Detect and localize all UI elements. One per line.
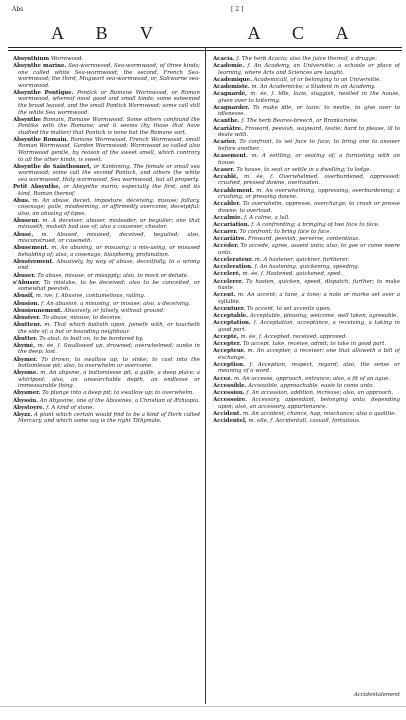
entry-definition: f. The herb Acacia; also the juice thereof, a drugge. <box>236 56 377 62</box>
entry-definition: m. An abusing, or misusing; a mis-using, or misused beholding of; also, a cosenage, blasphemy, profanation. <box>18 245 200 258</box>
dictionary-entry <box>213 215 400 222</box>
entry-headword: Accéder. <box>213 243 239 250</box>
entry-headword: Acasement. <box>213 153 248 159</box>
dictionary-entry <box>213 376 400 383</box>
catchword: Accidentalement <box>353 692 400 698</box>
dictionary-entry <box>213 271 400 278</box>
entry-definition: m. Abused, misused, deceived, beguiled; also, misconstrued, or coseneth. <box>18 231 200 245</box>
dictionary-entry <box>13 164 200 184</box>
entry-definition: To confront; to bring face to face. <box>239 229 332 236</box>
entry-headword: Abystoyre. <box>13 404 45 411</box>
entry-headword: Abusion. <box>13 300 40 307</box>
entry-headword: Accarer. <box>213 229 238 236</box>
entry-definition: f. Acception, respect, regard; also, the sense or meaning of a word. <box>218 361 400 375</box>
entry-definition: m. ée, f. Overwhelmed, overburdened, oppressed; crushed, pressed downe, overloaden. <box>218 173 400 187</box>
entry-headword: Acceleration. <box>213 264 253 271</box>
entry-definition: m. An Academicke; a Student in an Academy. <box>251 83 376 90</box>
entry-definition: Froward, peevish, perverse, contentious. <box>247 236 361 243</box>
entry-headword: Absynthe Pontique. <box>13 89 74 96</box>
entry-definition: An Abyssine, one of the Abissines, a Christian of Æthiopia. <box>39 397 200 404</box>
entry-headword: Accident. <box>213 410 242 417</box>
entry-headword: Abusionnement. <box>13 307 63 314</box>
entry-headword: Abymé, <box>13 342 36 349</box>
dictionary-entry <box>213 236 400 243</box>
dictionary-entry <box>213 397 400 410</box>
entry-definition: f. An Academy, an Universitie; a schoole or place of learning, where Arts and Sciences are taught. <box>218 63 400 76</box>
left-page-note: Abs <box>12 6 24 13</box>
entry-definition: Accessory, appendant, belonging unto, depending upon; also, an accessory, appurtenance. <box>218 396 400 410</box>
dictionary-entry <box>13 245 200 258</box>
entry-headword: Accabler. <box>213 201 241 208</box>
dictionary-entry <box>13 293 200 300</box>
entry-definition: Accessible, approachable, easie to come unto. <box>248 382 375 389</box>
entry-definition: A plant which certain would find to be a kind of Herb called Mercury, and which some say is the right Tithymale. <box>18 411 200 425</box>
entry-headword: Accepter. <box>213 341 242 348</box>
entry-definition: To hasten, quicken, speed, dispatch, further; to make haste. <box>218 278 400 292</box>
entry-headword: Accelerateur. <box>213 257 254 264</box>
entry-headword: Abyssin. <box>13 397 38 404</box>
entry-headword: Abysme. <box>13 370 39 377</box>
dictionary-entry <box>213 362 400 375</box>
entry-headword: Acaser. <box>213 166 235 173</box>
entry-definition: Abusively, by way of abuse, deceitfully, to a wrong end. <box>18 258 200 272</box>
entry-definition: m. An abysme, a bottomlesse pit, a gulfe, a deep place; a whirlpool; also, an unsearchable depth, an endlesse or immeasurable thing. <box>18 370 200 390</box>
entry-headword: Accez. <box>213 375 233 382</box>
dictionary-entry <box>13 322 200 335</box>
dictionary-entry <box>13 198 200 218</box>
entry-definition: or Absynthe marin; especially the first, and its kind, Roman thereof. <box>18 183 200 197</box>
dictionary-entry <box>213 348 400 361</box>
dictionary-entry <box>213 63 400 76</box>
entry-definition: f. The herb Beares-breech, or Brankursine. <box>241 118 359 125</box>
entry-headword: Accariâtre. <box>213 236 247 243</box>
dictionary-entry <box>13 301 200 308</box>
entry-definition: m. ée, f. Hastened, quickened, sped. <box>242 271 342 278</box>
entry-definition: To accent, to set accents upon. <box>246 305 332 312</box>
entry-headword: s'Abuser. <box>13 279 41 286</box>
entry-definition: f. An accession, addition, increase; also, an approach. <box>246 389 394 396</box>
entry-headword: Acanthe. <box>213 118 240 125</box>
entry-headword: Abysmer. <box>13 390 41 397</box>
entry-definition: m. A deceiver, abuser, misleader, or beguiler; one that misuseth, maketh bad use of; also a cousener, cheater. <box>18 217 200 231</box>
entry-definition: Froward, peevish, wayward, testie; hard to please, ill to deale with. <box>218 125 400 139</box>
entry-definition: m. That which butteth upon, joineth with, or toucheth the side of; a but or bounding neighbour. <box>18 322 200 335</box>
entry-headword: Abyzz. <box>13 411 33 418</box>
dictionary-entry <box>213 257 400 264</box>
entry-definition: or Xantoning. The female or small sea wormwood; some call the second Pontick, and others the white sea wormwood, Holy wormwood, Sea wormwood, but all properly. <box>18 163 200 183</box>
entry-definition: m. ive, f. Abusive, contumelious, railing. <box>35 293 146 300</box>
dictionary-entry <box>213 334 400 341</box>
dictionary-entry <box>13 315 200 322</box>
dictionary-entry <box>213 56 400 63</box>
entry-definition: f. A calme, a lull. <box>244 214 290 221</box>
entry-headword: Absynthe Romain. <box>13 136 69 143</box>
dictionary-entry <box>13 184 200 197</box>
dictionary-entry <box>13 412 200 425</box>
dictionary-entry <box>13 273 200 280</box>
entry-definition: m. A hastener, quickner, furtherer. <box>254 257 350 264</box>
dictionary-entry <box>13 280 200 293</box>
dictionary-entry <box>213 77 400 84</box>
dictionary-entry <box>213 279 400 292</box>
dictionary-entry <box>13 370 200 390</box>
entry-headword: Acception. <box>213 361 245 368</box>
running-head-right: A C A <box>247 22 363 43</box>
entry-headword: Abusement. <box>13 245 49 252</box>
entry-headword: Abutter. <box>13 335 38 342</box>
dictionary-entry <box>13 218 200 231</box>
left-column <box>13 56 200 696</box>
dictionary-entry <box>213 167 400 174</box>
entry-headword: Absynthium <box>13 56 50 62</box>
column-divider <box>205 48 206 704</box>
dictionary-entry <box>213 174 400 187</box>
entry-headword: Accentuer. <box>213 305 246 312</box>
dictionary-entry <box>13 405 200 412</box>
entry-headword: Accelerer. <box>213 278 244 285</box>
dictionary-entry <box>213 91 400 104</box>
entry-definition: m. A settling, or seating of; a furnishing with an house. <box>218 153 400 166</box>
dictionary-entry <box>213 390 400 397</box>
entry-definition: To abuse, misuse, or misapply; also, to mock or delude. <box>37 272 189 279</box>
right-page-note: [ 2 ] <box>231 6 244 13</box>
dictionary-entry <box>13 308 200 315</box>
entry-definition: Sea-wormwood, Sea-wormwood; of three kinds; one called white Sea-wormwood; the second, French Sea-wormwood; the third, Mugwort sea-wormwood, or, Saltworne sea-wormwood. <box>18 63 200 89</box>
entry-headword: Accessoire. <box>213 396 248 403</box>
entry-headword: Academique. <box>213 76 252 83</box>
dictionary-entry <box>213 243 400 256</box>
entry-definition: Academicall, of or belonging to an Universitie. <box>253 76 382 83</box>
dictionary-entry <box>13 63 200 89</box>
entry-headword: Abusivement. <box>13 258 54 265</box>
entry-headword: Petit Absynthe, <box>13 183 61 190</box>
entry-definition: To accept, take, receive, admit; to take in good part. <box>242 341 387 348</box>
entry-definition: Pontick or Romane Wormwood, or Roman wormwood, whereof most good and small kinds; some esteemed the broad leaved, and the small Pontick Wormwood; some call still the white Sea wormwood. <box>18 89 200 116</box>
dictionary-entry <box>13 343 200 356</box>
entry-definition: m. An overwhelming, oppressing, overburdening; a crushing, or pressing downe. <box>218 187 400 201</box>
entry-definition: To abut, to butt on, to be bordered by. <box>39 335 144 342</box>
dictionary-entry <box>213 418 400 425</box>
dictionary-entry <box>213 383 400 390</box>
dictionary-entry <box>13 398 200 405</box>
entry-definition: m. An accent; a tune, a tone; a note or marke set over a syllable. <box>218 292 400 305</box>
dictionary-entry <box>213 105 400 118</box>
entry-headword: Acagnardé, <box>213 91 248 98</box>
entry-headword: Abuseur. <box>13 217 40 224</box>
entry-headword: Academie. <box>213 63 245 70</box>
entry-headword: Accepteur. <box>213 348 246 355</box>
entry-definition: To mistake, to be deceived; also to be conceited, or somewhat peevish. <box>18 279 200 293</box>
entry-definition: m. ée, f. Swallowed up, drowned; overwhelmed; sunke in the deep; lost. <box>18 342 200 356</box>
dictionary-entry <box>213 320 400 333</box>
dictionary-entry <box>13 137 200 163</box>
entry-definition: m. An accepter, a receiver; one that alloweth a bill of exchange. <box>218 348 400 361</box>
dictionary-entry <box>213 222 400 229</box>
entry-headword: Accessible. <box>213 382 247 389</box>
dictionary-entry <box>213 201 400 214</box>
entry-headword: Abus. <box>13 197 30 204</box>
dictionary-entry <box>13 390 200 397</box>
entry-headword: Academiste. <box>213 83 250 90</box>
entry-headword: Acceptation. <box>213 320 251 327</box>
dictionary-entry <box>13 232 200 245</box>
dictionary-entry <box>213 118 400 125</box>
entry-definition: m. ée, f. Accepted, received, approved. <box>240 333 348 340</box>
entry-headword: Acagnarder. <box>213 104 250 111</box>
running-head-left: A B V <box>51 22 167 43</box>
entry-definition: m. An accesse, approach, entrance; also, a fit of an ague. <box>233 375 391 382</box>
dictionary-entry <box>213 341 400 348</box>
dictionary-entry <box>213 153 400 166</box>
entry-headword: Acariâtre. <box>213 125 243 132</box>
entry-headword: Abusé, <box>13 231 34 238</box>
entry-headword: Abutteur. <box>13 322 42 329</box>
bottom-rule <box>0 706 406 707</box>
dictionary-entry <box>213 411 400 418</box>
entry-headword: Absynthe marine. <box>13 63 67 70</box>
entry-definition: To accede, agree, assent unto; also, to goe or come neere unto. <box>218 243 400 256</box>
entry-headword: Accablé, <box>213 173 239 180</box>
entry-headword: Accariation. <box>213 222 250 229</box>
entry-definition: To plunge into a deep pit; to swallow up; to overwhelm. <box>42 390 195 397</box>
dictionary-entry <box>213 126 400 139</box>
entry-definition: To house, to seat or settle in a dwelling; to lodge. <box>236 166 372 173</box>
entry-headword: Absynthe <box>13 116 41 123</box>
entry-definition: Wormwood. <box>50 56 84 62</box>
entry-definition: f. An hastening, quickening, speeding. <box>254 264 360 271</box>
dictionary-entry <box>13 90 200 116</box>
entry-definition: To drown, to swallow up, to sinke; to cast into the bottomlesse pit; also, to overwhelm or overcome. <box>18 356 200 370</box>
dictionary-entry <box>13 56 200 63</box>
entry-definition: m. elle, f. Accidentall, casuall, fortuitous. <box>248 417 361 424</box>
entry-headword: Absynthe de Saintbonnet, <box>13 163 92 170</box>
entry-definition: To confront, to set face to face; to bring one to answer before another. <box>218 139 400 152</box>
entry-headword: Abusiver. <box>13 314 41 321</box>
entry-headword: Abymer. <box>13 356 38 363</box>
dictionary-entry <box>13 357 200 370</box>
entry-definition: m. ée, f. Idle, lazie, sluggish, nestled in the house, given over to loitering. <box>218 91 400 104</box>
entry-definition: Acceptable, pleasing, welcome, well taken, agreeable. <box>249 313 399 320</box>
dictionary-entry <box>213 306 400 313</box>
entry-definition: To make idle, or lazie; to nestle, to give over to idlenesse. <box>218 104 400 118</box>
entry-definition: To overwhelm, oppresse, overcharge; to crush or presse downe; to overload. <box>218 201 400 214</box>
entry-definition: f. Acceptation, acceptance, a receiving, a taking in good part. <box>218 320 400 333</box>
entry-definition: To abuse, misuse; to deceive. <box>42 314 123 321</box>
dictionary-entry <box>13 336 200 343</box>
entry-headword: Acacia. <box>213 56 235 62</box>
dictionary-entry <box>213 313 400 320</box>
right-column <box>213 56 400 696</box>
entry-headword: Accepté, <box>213 333 239 340</box>
entry-definition: m. An accident, chance, hap, mischance; also a qualitie. <box>243 410 397 417</box>
entry-headword: Accession. <box>213 389 245 396</box>
dictionary-entry <box>213 188 400 201</box>
dictionary-entry <box>213 292 400 305</box>
entry-headword: Accent. <box>213 292 236 299</box>
entry-headword: Acceptable. <box>213 313 249 320</box>
entry-headword: Acarier. <box>213 139 237 146</box>
dictionary-entry <box>213 139 400 152</box>
entry-definition: m. An abuse, deceit, imposture, deceiving, misuse; fallacy, cosenage; guile, misdeeming, or affirmedly overcome, deceiptful; also, an abusing of tipes. <box>18 197 200 217</box>
entry-definition: f. A confronting; a bringing of two face to face. <box>251 222 380 229</box>
entry-headword: Acceleré, <box>213 271 241 278</box>
entry-headword: Accalmie. <box>213 214 243 221</box>
entry-headword: Abusif, <box>13 293 35 300</box>
dictionary-entry <box>13 117 200 137</box>
entry-definition: f. An abusion, a misusing, or misuse; also, a deceiving. <box>41 300 191 307</box>
entry-definition: Romane Wormwood, French Wormwood, small Roman Wormwood, Garden Wormwood; Wormwood so called also Wormwood gentle, by reason of the sweet smell, which contrary to all the other kinds, is sweet. <box>18 136 200 163</box>
entry-definition: f. A kind of stone. <box>46 404 95 411</box>
entry-definition: Abusively, or falsely, without ground. <box>63 307 165 314</box>
entry-definition: Romain, Romane Wormwood. Some others confound the Pontike with the Romane; and it seems (by those that have studied the matter) that Pontick is none but the Romane sort. <box>18 116 200 136</box>
entry-headword: Accablement. <box>213 187 254 194</box>
dictionary-entry <box>213 84 400 91</box>
dictionary-entry <box>13 259 200 272</box>
entry-headword: Accidentel, <box>213 417 247 424</box>
dictionary-entry <box>213 229 400 236</box>
dictionary-entry <box>213 264 400 271</box>
entry-headword: Abuser. <box>13 272 36 279</box>
